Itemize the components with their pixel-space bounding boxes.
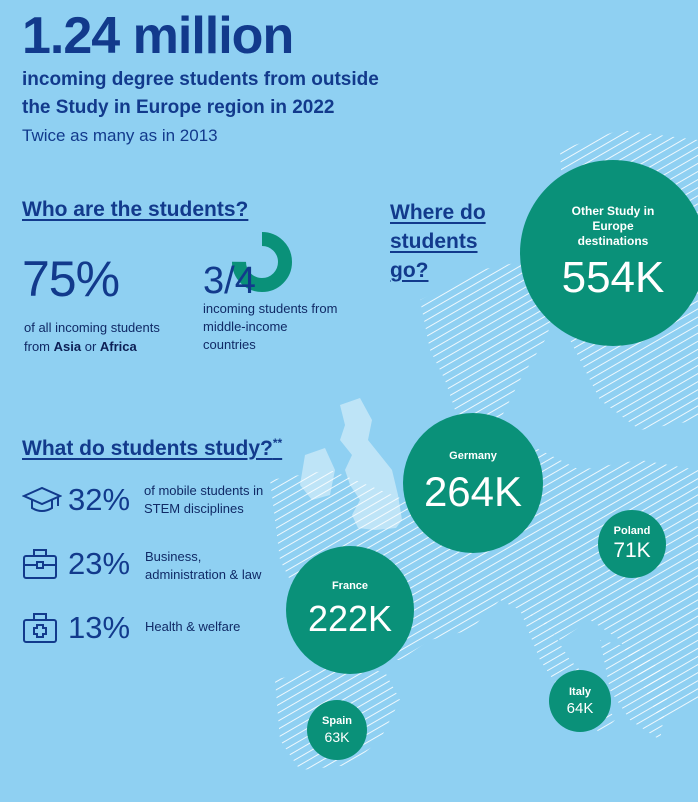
destination-spain-name: Spain	[322, 715, 352, 727]
subtitle	[22, 66, 442, 122]
field-row-health	[22, 610, 322, 650]
destination-poland-name: Poland	[613, 525, 651, 537]
stat-75-desc-prefix: of all incoming students	[24, 320, 160, 335]
region-asia: Asia	[53, 339, 82, 354]
graduation-cap-icon	[22, 484, 62, 516]
headline: 1.24 million	[22, 7, 294, 65]
destination-italy-value: 64K	[566, 699, 594, 717]
field-stem-label: of mobile students in STEM disciplines	[144, 483, 264, 516]
stat-34-value: 3/4	[203, 260, 256, 302]
who-heading: Who are the students?	[22, 198, 249, 221]
medical-kit-icon	[22, 612, 58, 646]
destination-france-name: France	[331, 580, 369, 592]
destination-germany	[403, 413, 543, 553]
footnote-mark: **	[272, 436, 283, 450]
field-row-stem	[22, 482, 322, 522]
what-heading-text: What do students study?	[22, 437, 273, 460]
destination-other-value: 554K	[561, 252, 665, 302]
field-stem-value: 32%	[68, 482, 131, 517]
subtitle-line-1: incoming degree students from outside	[22, 69, 379, 90]
destination-france-value: 222K	[307, 598, 393, 639]
where-heading-line-2: students	[390, 230, 478, 253]
destination-germany-value: 264K	[423, 468, 523, 515]
destination-spain	[307, 700, 367, 760]
where-heading-line-3: go?	[390, 259, 429, 282]
region-africa: Africa	[99, 339, 137, 354]
subtitle-line-2: the Study in Europe region in 2022	[22, 97, 335, 118]
stat-75-value: 75%	[22, 251, 120, 307]
stat-34-desc: incoming students from middle-income countries	[203, 301, 338, 352]
destination-other-name: Other Study in Europe destinations	[571, 203, 655, 248]
stat-75-from: from	[24, 339, 50, 354]
where-heading	[390, 198, 520, 285]
destination-other	[520, 160, 698, 346]
comparison-note: Twice as many as in 2013	[22, 126, 218, 145]
where-heading-line-1: Where do	[390, 201, 486, 224]
stat-75-desc	[24, 318, 184, 356]
destination-poland	[598, 510, 666, 578]
destination-italy	[549, 670, 611, 732]
field-business-value: 23%	[68, 546, 131, 581]
field-health-label: Health & welfare	[145, 619, 241, 634]
destination-germany-name: Germany	[449, 450, 497, 462]
briefcase-icon	[22, 548, 58, 582]
field-business-label: Business, administration & law	[145, 549, 262, 582]
destination-italy-name: Italy	[568, 685, 591, 698]
field-health-value: 13%	[68, 610, 131, 645]
what-heading	[22, 436, 282, 461]
destination-poland-value: 71K	[613, 539, 651, 562]
stat-75-or: or	[84, 339, 97, 354]
field-row-business	[22, 546, 322, 586]
destination-spain-value: 63K	[324, 729, 350, 745]
